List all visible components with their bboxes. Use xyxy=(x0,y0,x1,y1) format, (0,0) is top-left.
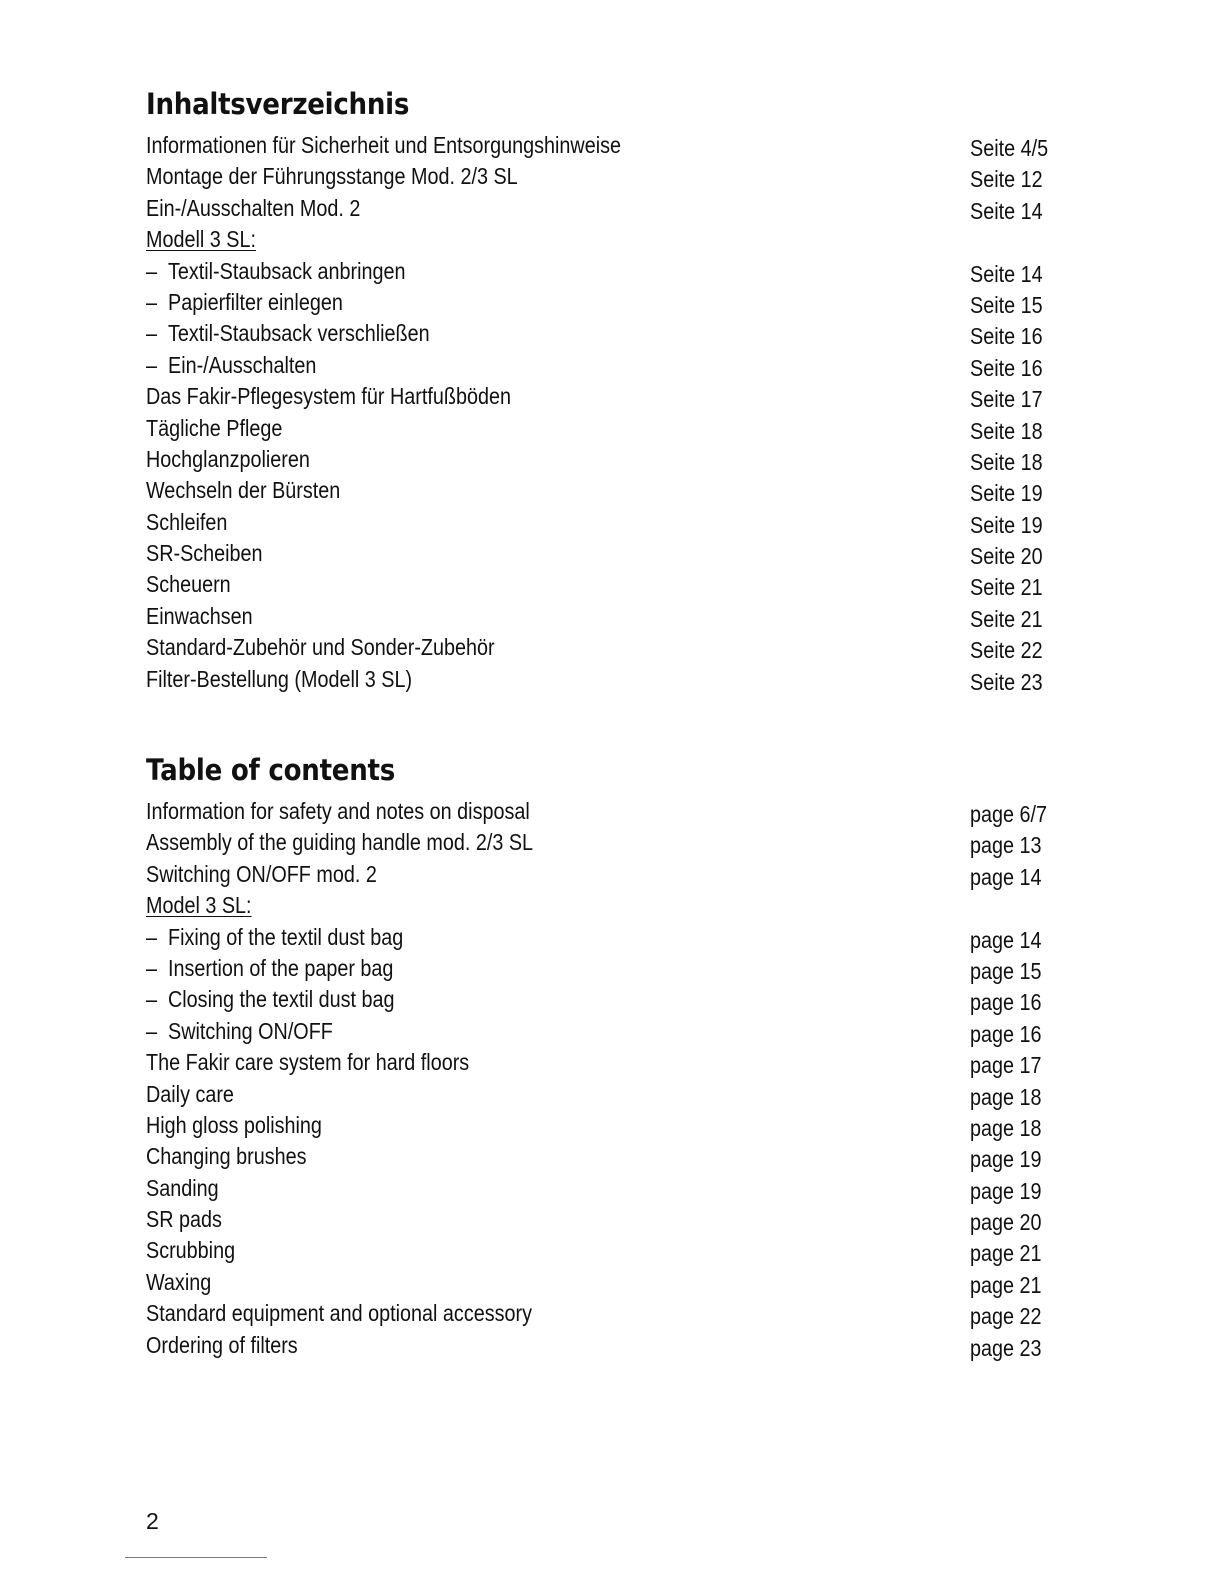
toc-entry xyxy=(146,1330,1076,1361)
toc-entry xyxy=(146,1141,1076,1172)
toc-entry xyxy=(146,859,1076,890)
toc-subentry xyxy=(146,1016,1076,1047)
toc-entry xyxy=(146,161,1076,192)
toc-entry-label: – Switching ON/OFF xyxy=(146,1016,333,1047)
toc-entry-label: Scheuern xyxy=(146,571,231,598)
toc-entry-page: Seite 19 xyxy=(970,480,1043,507)
toc-entry-page: Seite 22 xyxy=(970,637,1043,664)
toc-entry-page: page 22 xyxy=(970,1303,1042,1330)
toc-title-german: Inhaltsverzeichnis xyxy=(146,87,410,121)
toc-entry-label: Einwachsen xyxy=(146,602,253,629)
toc-entry xyxy=(146,827,1076,858)
toc-entry-label: The Fakir care system for hard floors xyxy=(146,1049,470,1076)
toc-group-heading xyxy=(146,890,1076,921)
toc-entry xyxy=(146,1235,1076,1266)
toc-subentry xyxy=(146,256,1076,287)
toc-subentry xyxy=(146,318,1076,349)
toc-entry-label: Ein-/Ausschalten Mod. 2 xyxy=(146,194,361,221)
toc-entry-page: page 20 xyxy=(970,1209,1042,1236)
toc-subentry xyxy=(146,350,1076,381)
toc-subentry xyxy=(146,984,1076,1015)
toc-entry-page: page 15 xyxy=(970,957,1042,984)
toc-entry-label: Das Fakir-Pflegesystem für Hartfußböden xyxy=(146,383,511,410)
toc-entry-label: Waxing xyxy=(146,1268,212,1295)
toc-entry xyxy=(146,507,1076,538)
toc-entry-label: Montage der Führungsstange Mod. 2/3 SL xyxy=(146,163,518,190)
toc-entry-page: Seite 20 xyxy=(970,543,1043,570)
toc-entry xyxy=(146,193,1076,224)
toc-entry xyxy=(146,1204,1076,1235)
toc-group-heading xyxy=(146,224,1076,255)
toc-entry-label: Changing brushes xyxy=(146,1143,307,1170)
toc-entry xyxy=(146,664,1076,695)
toc-entry-page: Seite 21 xyxy=(970,574,1043,601)
toc-list-english xyxy=(146,796,1076,1361)
toc-subentry xyxy=(146,953,1076,984)
toc-entry-label: – Ein-/Ausschalten xyxy=(146,350,316,381)
toc-entry-label: – Textil-Staubsack anbringen xyxy=(146,256,406,287)
toc-entry xyxy=(146,475,1076,506)
toc-entry xyxy=(146,1079,1076,1110)
toc-entry-label: Assembly of the guiding handle mod. 2/3 SL xyxy=(146,829,534,856)
toc-entry-page: Seite 12 xyxy=(970,166,1043,193)
toc-entry-label: Wechseln der Bürsten xyxy=(146,477,341,504)
toc-entry-page: page 16 xyxy=(970,989,1042,1016)
toc-entry-page: page 14 xyxy=(970,863,1042,890)
toc-entry xyxy=(146,1110,1076,1141)
toc-entry-page: Seite 14 xyxy=(970,260,1043,287)
toc-entry-page: Seite 21 xyxy=(970,605,1043,632)
toc-entry-label: Schleifen xyxy=(146,508,228,535)
toc-entry-page: page 23 xyxy=(970,1334,1042,1361)
toc-entry xyxy=(146,1298,1076,1329)
toc-german xyxy=(146,86,1076,695)
toc-entry-page: Seite 23 xyxy=(970,668,1043,695)
toc-entry xyxy=(146,1173,1076,1204)
toc-english xyxy=(146,752,1076,1361)
toc-entry-page: Seite 18 xyxy=(970,417,1043,444)
toc-subentry xyxy=(146,922,1076,953)
toc-entry xyxy=(146,381,1076,412)
toc-entry-label: Standard-Zubehör und Sonder-Zubehör xyxy=(146,634,495,661)
toc-entry-label: SR-Scheiben xyxy=(146,540,263,567)
toc-entry-label: Sanding xyxy=(146,1174,219,1201)
toc-entry-page: page 21 xyxy=(970,1271,1042,1298)
toc-entry xyxy=(146,569,1076,600)
toc-entry xyxy=(146,1267,1076,1298)
toc-entry-page: Seite 19 xyxy=(970,511,1043,538)
toc-entry-page: Seite 18 xyxy=(970,448,1043,475)
toc-entry-label: Filter-Bestellung (Modell 3 SL) xyxy=(146,665,413,692)
toc-entry xyxy=(146,1047,1076,1078)
toc-entry-label: – Insertion of the paper bag xyxy=(146,953,393,984)
toc-entry-label: – Textil-Staubsack verschließen xyxy=(146,318,430,349)
toc-entry-page: Seite 15 xyxy=(970,291,1043,318)
toc-group-label: Model 3 SL: xyxy=(146,892,252,919)
toc-entry-page: page 14 xyxy=(970,926,1042,953)
toc-entry-page: page 18 xyxy=(970,1114,1042,1141)
toc-entry xyxy=(146,538,1076,569)
toc-group-label: Modell 3 SL: xyxy=(146,226,256,253)
toc-entry-label: Information for safety and notes on disposal xyxy=(146,798,530,824)
toc-entry-label: Switching ON/OFF mod. 2 xyxy=(146,860,377,887)
toc-entry-page: page 17 xyxy=(970,1052,1042,1079)
toc-entry-label: – Papierfilter einlegen xyxy=(146,287,343,318)
toc-subentry xyxy=(146,287,1076,318)
toc-entry-page: page 18 xyxy=(970,1083,1042,1110)
toc-entry-label: – Fixing of the textil dust bag xyxy=(146,922,403,953)
toc-entry-page: page 19 xyxy=(970,1177,1042,1204)
toc-entry-page: Seite 16 xyxy=(970,354,1043,381)
toc-entry-page: page 6/7 xyxy=(970,801,1047,827)
toc-entry-label: High gloss polishing xyxy=(146,1111,322,1138)
toc-entry xyxy=(146,632,1076,663)
toc-entry-page: page 13 xyxy=(970,832,1042,859)
toc-entry-label: Tägliche Pflege xyxy=(146,414,283,441)
toc-entry-label: Informationen für Sicherheit und Entsorgungshinweise xyxy=(146,132,622,158)
toc-entry-label: SR pads xyxy=(146,1206,222,1233)
toc-entry-label: Ordering of filters xyxy=(146,1331,298,1358)
toc-entry-page: page 19 xyxy=(970,1146,1042,1173)
toc-entry-label: Hochglanzpolieren xyxy=(146,445,310,472)
toc-entry-label: Standard equipment and optional accessory xyxy=(146,1300,532,1327)
toc-title-english: Table of contents xyxy=(146,753,396,787)
toc-entry-page: page 21 xyxy=(970,1240,1042,1267)
toc-entry-page: Seite 14 xyxy=(970,197,1043,224)
toc-entry xyxy=(146,796,1076,827)
toc-entry-page: Seite 4/5 xyxy=(970,135,1049,161)
toc-entry-label: Daily care xyxy=(146,1080,234,1107)
toc-entry xyxy=(146,413,1076,444)
page-number: 2 xyxy=(146,1508,159,1534)
toc-entry-page: Seite 16 xyxy=(970,323,1043,350)
toc-entry-page: page 16 xyxy=(970,1020,1042,1047)
toc-entry-page: Seite 17 xyxy=(970,386,1043,413)
toc-entry xyxy=(146,444,1076,475)
toc-entry xyxy=(146,601,1076,632)
toc-entry-label: – Closing the textil dust bag xyxy=(146,984,395,1015)
toc-entry-label: Scrubbing xyxy=(146,1237,236,1264)
toc-list-german xyxy=(146,130,1076,695)
toc-entry xyxy=(146,130,1076,161)
scan-edge-line xyxy=(125,1557,267,1558)
